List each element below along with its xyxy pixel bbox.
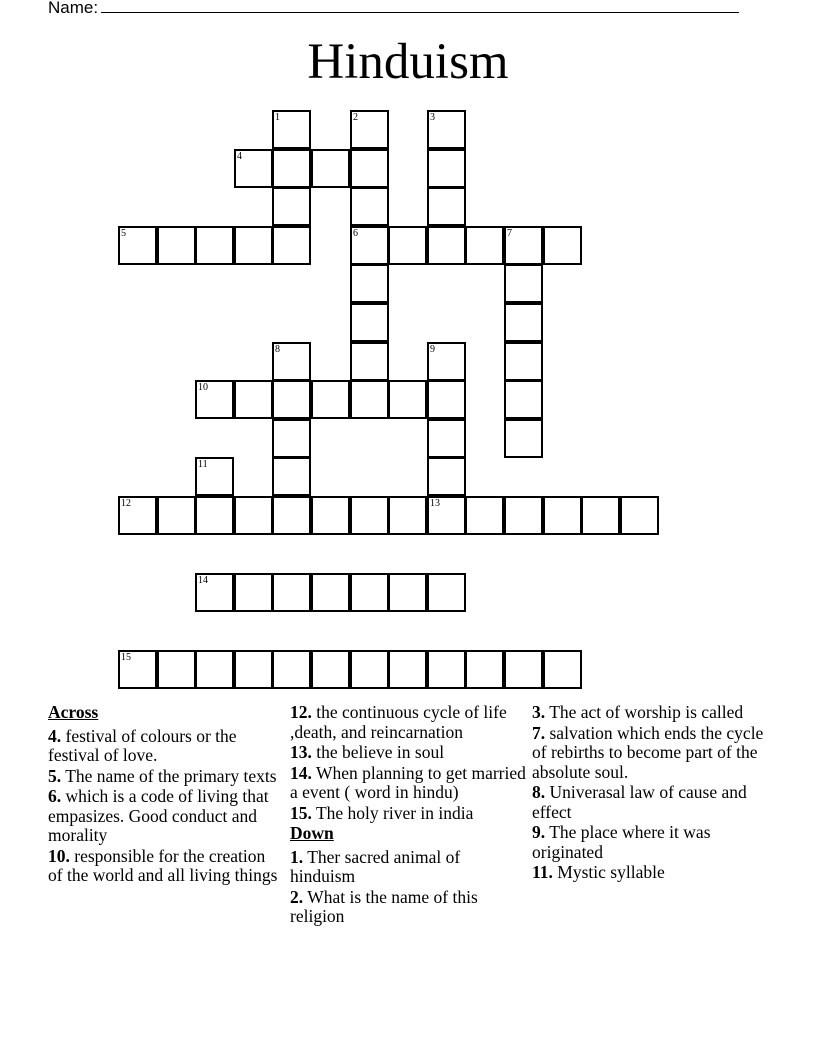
across-heading: Across (48, 702, 99, 722)
clue-number: 4. (48, 725, 62, 746)
grid-cell[interactable] (195, 496, 234, 535)
grid-cell[interactable] (620, 496, 659, 535)
grid-cell[interactable] (195, 650, 234, 689)
grid-cell[interactable] (388, 496, 427, 535)
clues-column-3 (532, 703, 768, 884)
clue-text: responsible for the creation of the world and all living things (48, 845, 278, 885)
clue-text: the continuous cycle of life ,death, and reincarnation (290, 702, 507, 742)
grid-cell-3[interactable] (427, 110, 466, 149)
clue-text: What is the name of this religion (290, 886, 478, 926)
clue-down-9 (532, 823, 768, 862)
grid-cell-4[interactable] (234, 149, 273, 188)
grid-cell[interactable] (504, 380, 543, 419)
clue-across-14 (290, 764, 526, 803)
grid-cell[interactable] (157, 226, 196, 265)
grid-cell[interactable] (427, 187, 466, 226)
grid-cell-15[interactable] (118, 650, 157, 689)
grid-cell-12[interactable] (118, 496, 157, 535)
grid-cell[interactable] (543, 226, 582, 265)
clue-number: 3. (532, 702, 546, 722)
grid-cell[interactable] (427, 573, 466, 612)
grid-cell[interactable] (504, 496, 543, 535)
clue-number-label: 4 (237, 151, 242, 162)
clue-text: The act of worship is called (549, 702, 744, 722)
grid-cell[interactable] (311, 149, 350, 188)
page-title: Hinduism (307, 34, 509, 90)
clue-down-1 (290, 848, 526, 887)
grid-cell[interactable] (272, 226, 311, 265)
clue-text: The holy river in india (315, 802, 474, 823)
grid-cell[interactable] (388, 650, 427, 689)
clue-number-label: 9 (430, 344, 435, 355)
clue-text: Univerasal law of cause and effect (532, 782, 747, 822)
grid-cell[interactable] (272, 496, 311, 535)
clue-down-11 (532, 863, 768, 883)
grid-cell[interactable] (272, 149, 311, 188)
clue-number-label: 7 (507, 228, 512, 239)
clue-number: 6. (48, 786, 62, 806)
clue-down-3 (532, 703, 768, 723)
grid-cell[interactable] (465, 226, 504, 265)
clue-number-label: 14 (198, 575, 208, 586)
grid-cell[interactable] (543, 496, 582, 535)
grid-cell[interactable] (350, 650, 389, 689)
clue-text: The name of the primary texts (65, 765, 277, 786)
clue-across-6 (48, 787, 284, 846)
clue-down-2 (290, 888, 526, 927)
clue-across-4 (48, 727, 284, 766)
clue-number-label: 3 (430, 112, 435, 123)
clue-number: 1. (290, 846, 304, 867)
clue-number-label: 13 (430, 498, 440, 509)
clue-number-label: 12 (121, 498, 131, 509)
grid-cell[interactable] (272, 650, 311, 689)
grid-cell[interactable] (427, 457, 466, 496)
grid-cell[interactable] (234, 226, 273, 265)
grid-cell[interactable] (272, 573, 311, 612)
grid-cell[interactable] (427, 650, 466, 689)
clue-number: 12. (290, 702, 312, 722)
grid-cell[interactable] (350, 380, 389, 419)
grid-cell[interactable] (388, 573, 427, 612)
clue-number: 7. (532, 722, 546, 743)
grid-cell[interactable] (427, 380, 466, 419)
grid-cell[interactable] (350, 496, 389, 535)
grid-cell[interactable] (350, 264, 389, 303)
clue-text: the believe in soul (316, 742, 445, 762)
grid-cell[interactable] (272, 380, 311, 419)
clue-number-label: 5 (121, 228, 126, 239)
grid-cell[interactable] (427, 149, 466, 188)
grid-cell[interactable] (350, 573, 389, 612)
clue-across-10 (48, 847, 284, 886)
grid-cell-13[interactable] (427, 496, 466, 535)
clue-text: festival of colours or the festival of love. (48, 725, 237, 765)
grid-cell[interactable] (427, 226, 466, 265)
grid-cell[interactable] (465, 496, 504, 535)
grid-cell[interactable] (311, 496, 350, 535)
grid-cell[interactable] (350, 149, 389, 188)
grid-cell[interactable] (272, 419, 311, 458)
grid-cell[interactable] (388, 226, 427, 265)
clue-number-label: 15 (121, 652, 131, 663)
grid-cell[interactable] (427, 419, 466, 458)
clue-across-15 (290, 804, 526, 824)
clue-text: The place where it was originated (532, 822, 711, 862)
grid-cell[interactable] (234, 573, 273, 612)
clue-number: 15. (290, 802, 312, 823)
grid-cell[interactable] (311, 380, 350, 419)
grid-cell[interactable] (504, 342, 543, 381)
clue-across-13 (290, 743, 526, 763)
clue-text: salvation which ends the cycle of rebirths to become part of the absolute soul. (532, 722, 764, 782)
grid-cell[interactable] (157, 496, 196, 535)
grid-cell-14[interactable] (195, 573, 234, 612)
grid-cell-2[interactable] (350, 110, 389, 149)
clue-down-8 (532, 783, 768, 822)
grid-cell-10[interactable] (195, 380, 234, 419)
clue-number: 5. (48, 765, 62, 786)
clue-number: 14. (290, 762, 312, 783)
grid-cell[interactable] (195, 226, 234, 265)
clue-across-12 (290, 703, 526, 742)
clue-number-label: 2 (353, 112, 358, 123)
clue-number-label: 1 (275, 112, 280, 123)
grid-cell[interactable] (465, 650, 504, 689)
grid-cell[interactable] (311, 650, 350, 689)
grid-cell-1[interactable] (272, 110, 311, 149)
clue-text: which is a code of living that empasizes. Good conduct and morality (48, 786, 269, 845)
clue-text: Mystic syllable (557, 862, 665, 882)
grid-cell-8[interactable] (272, 342, 311, 381)
grid-cell[interactable] (504, 419, 543, 458)
grid-cell[interactable] (311, 573, 350, 612)
clue-number: 10. (48, 845, 70, 866)
grid-cell-11[interactable] (195, 457, 234, 496)
grid-cell-6[interactable] (350, 226, 389, 265)
grid-cell[interactable] (504, 303, 543, 342)
grid-cell[interactable] (272, 457, 311, 496)
down-heading: Down (290, 823, 334, 843)
clue-text: Ther sacred animal of hinduism (290, 846, 461, 886)
clue-number: 8. (532, 782, 546, 802)
clue-number: 11. (532, 862, 553, 882)
grid-cell-5[interactable] (118, 226, 157, 265)
grid-cell[interactable] (543, 650, 582, 689)
grid-cell[interactable] (504, 264, 543, 303)
clue-text: When planning to get married a event ( word in hindu) (290, 762, 526, 802)
clue-number-label: 11 (198, 459, 208, 470)
grid-cell-9[interactable] (427, 342, 466, 381)
grid-cell[interactable] (581, 496, 620, 535)
grid-cell[interactable] (234, 496, 273, 535)
clues-column-2 (290, 703, 526, 928)
grid-cell[interactable] (350, 187, 389, 226)
clue-number-label: 6 (353, 228, 358, 239)
grid-cell-7[interactable] (504, 226, 543, 265)
grid-cell[interactable] (234, 380, 273, 419)
grid-cell[interactable] (234, 650, 273, 689)
clues-column-1 (48, 703, 284, 887)
clue-number: 2. (290, 886, 304, 907)
grid-cell[interactable] (388, 380, 427, 419)
name-label: Name: (48, 0, 99, 17)
clue-number: 13. (290, 742, 312, 762)
grid-cell[interactable] (157, 650, 196, 689)
clue-down-7 (532, 724, 768, 783)
clue-number-label: 8 (275, 344, 280, 355)
grid-cell[interactable] (350, 303, 389, 342)
grid-cell[interactable] (504, 650, 543, 689)
grid-cell[interactable] (272, 187, 311, 226)
clue-across-5 (48, 767, 284, 787)
grid-cell[interactable] (350, 342, 389, 381)
clue-number-label: 10 (198, 382, 208, 393)
clue-number: 9. (532, 822, 546, 842)
